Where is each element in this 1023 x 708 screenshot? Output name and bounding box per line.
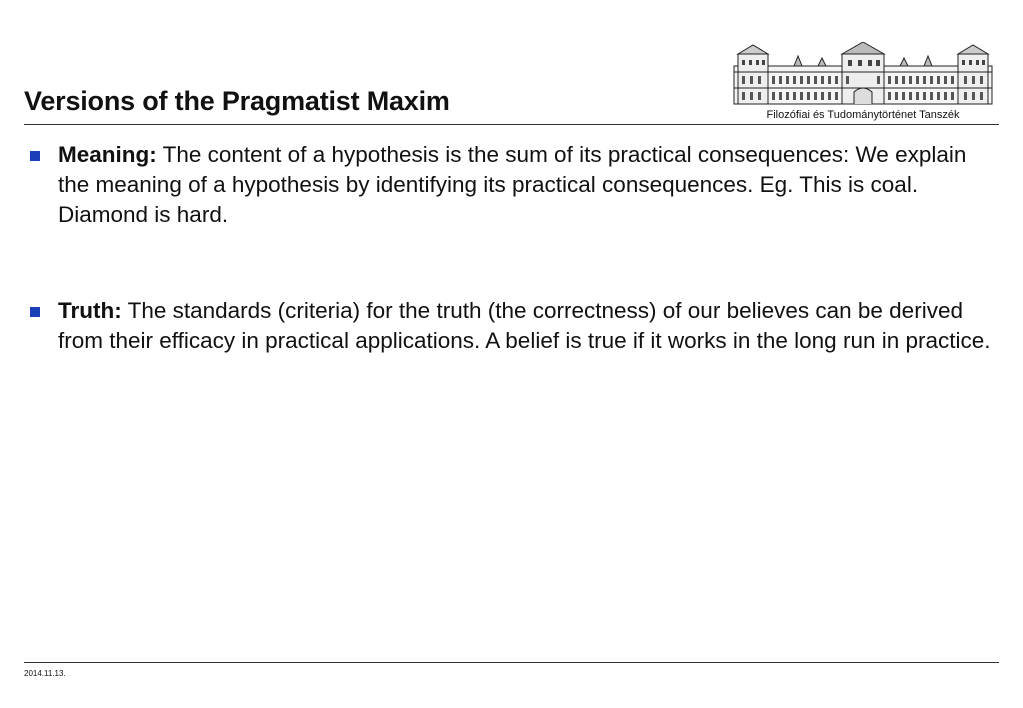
bullet-square-icon [30, 151, 40, 161]
footer-date: 2014.11.13. [24, 669, 66, 678]
bullet-body: The standards (criteria) for the truth (the correctness) of our believes can be derived from their efficacy in practical applications. A belief is true if it works in the long run in practice. [58, 298, 991, 353]
bullet-text [58, 140, 995, 230]
footer-divider [24, 662, 999, 663]
bullet-heading: Truth: [58, 298, 122, 323]
university-building-icon [732, 42, 994, 106]
bullet-body: The content of a hypothesis is the sum of its practical consequences: We explain the meaning of a hypothesis by identifying its practical consequences. Eg. This is coal. Diamond is hard. [58, 142, 967, 227]
slide-title: Versions of the Pragmatist Maxim [24, 86, 450, 116]
bullet-truth [30, 296, 995, 356]
bullet-meaning [30, 140, 995, 230]
title-divider [24, 124, 999, 125]
department-name: Filozófiai és Tudománytörténet Tanszék [766, 109, 960, 121]
bullet-text [58, 296, 995, 356]
bullet-square-icon [30, 307, 40, 317]
bullet-heading: Meaning: [58, 142, 157, 167]
department-logo [728, 42, 998, 126]
